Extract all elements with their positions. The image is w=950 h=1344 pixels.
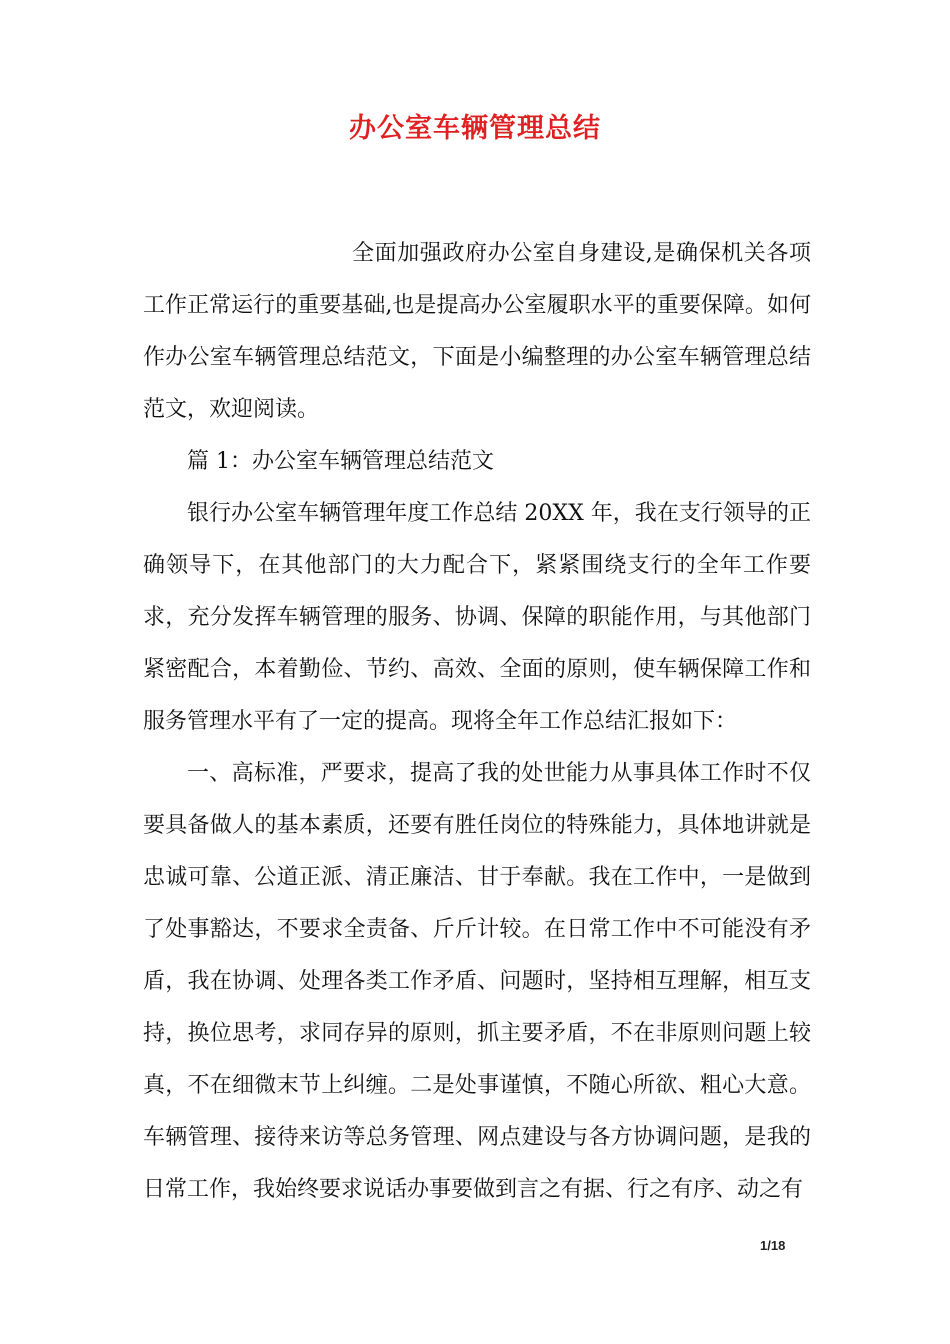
page-number: 1/18: [760, 1238, 786, 1253]
document-body: [143, 228, 811, 1216]
document-title: 办公室车辆管理总结: [349, 113, 601, 144]
intro-paragraph: 全面加强政府办公室自身建设,是确保机关各项工作正常运行的重要基础,也是提高办公室履职水平的重要保障。如何作办公室车辆管理总结范文，下面是小编整理的办公室车辆管理总结范文，欢迎阅读。: [143, 241, 811, 422]
section-heading: 篇 1：办公室车辆管理总结范文: [187, 449, 494, 474]
body-paragraph: 一、高标准，严要求，提高了我的处世能力从事具体工作时不仅要具备做人的基本素质，还要有胜任岗位的特殊能力，具体地讲就是忠诚可靠、公道正派、清正廉洁、甘于奉献。我在工作中，一是做到了处事豁达，不要求全责备、斤斤计较。在日常工作中不可能没有矛盾，我在协调、处理各类工作矛盾、问题时，坚持相互理解，相互支持，换位思考，求同存异的原则，抓主要矛盾，不在非原则问题上较真，不在细微末节上纠缠。二是处事谨慎，不随心所欲、粗心大意。车辆管理、接待来访等总务管理、网点建设与各方协调问题，是我的日常工作，我始终要求说话办事要做到言之有据、行之有序、动之有: [143, 761, 811, 1202]
body-paragraph: 银行办公室车辆管理年度工作总结 20XX 年，我在支行领导的正确领导下，在其他部门的大力配合下，紧紧围绕支行的全年工作要求，充分发挥车辆管理的服务、协调、保障的职能作用，与其他部门紧密配合，本着勤俭、节约、高效、全面的原则，使车辆保障工作和服务管理水平有了一定的提高。现将全年工作总结汇报如下：: [143, 501, 811, 734]
